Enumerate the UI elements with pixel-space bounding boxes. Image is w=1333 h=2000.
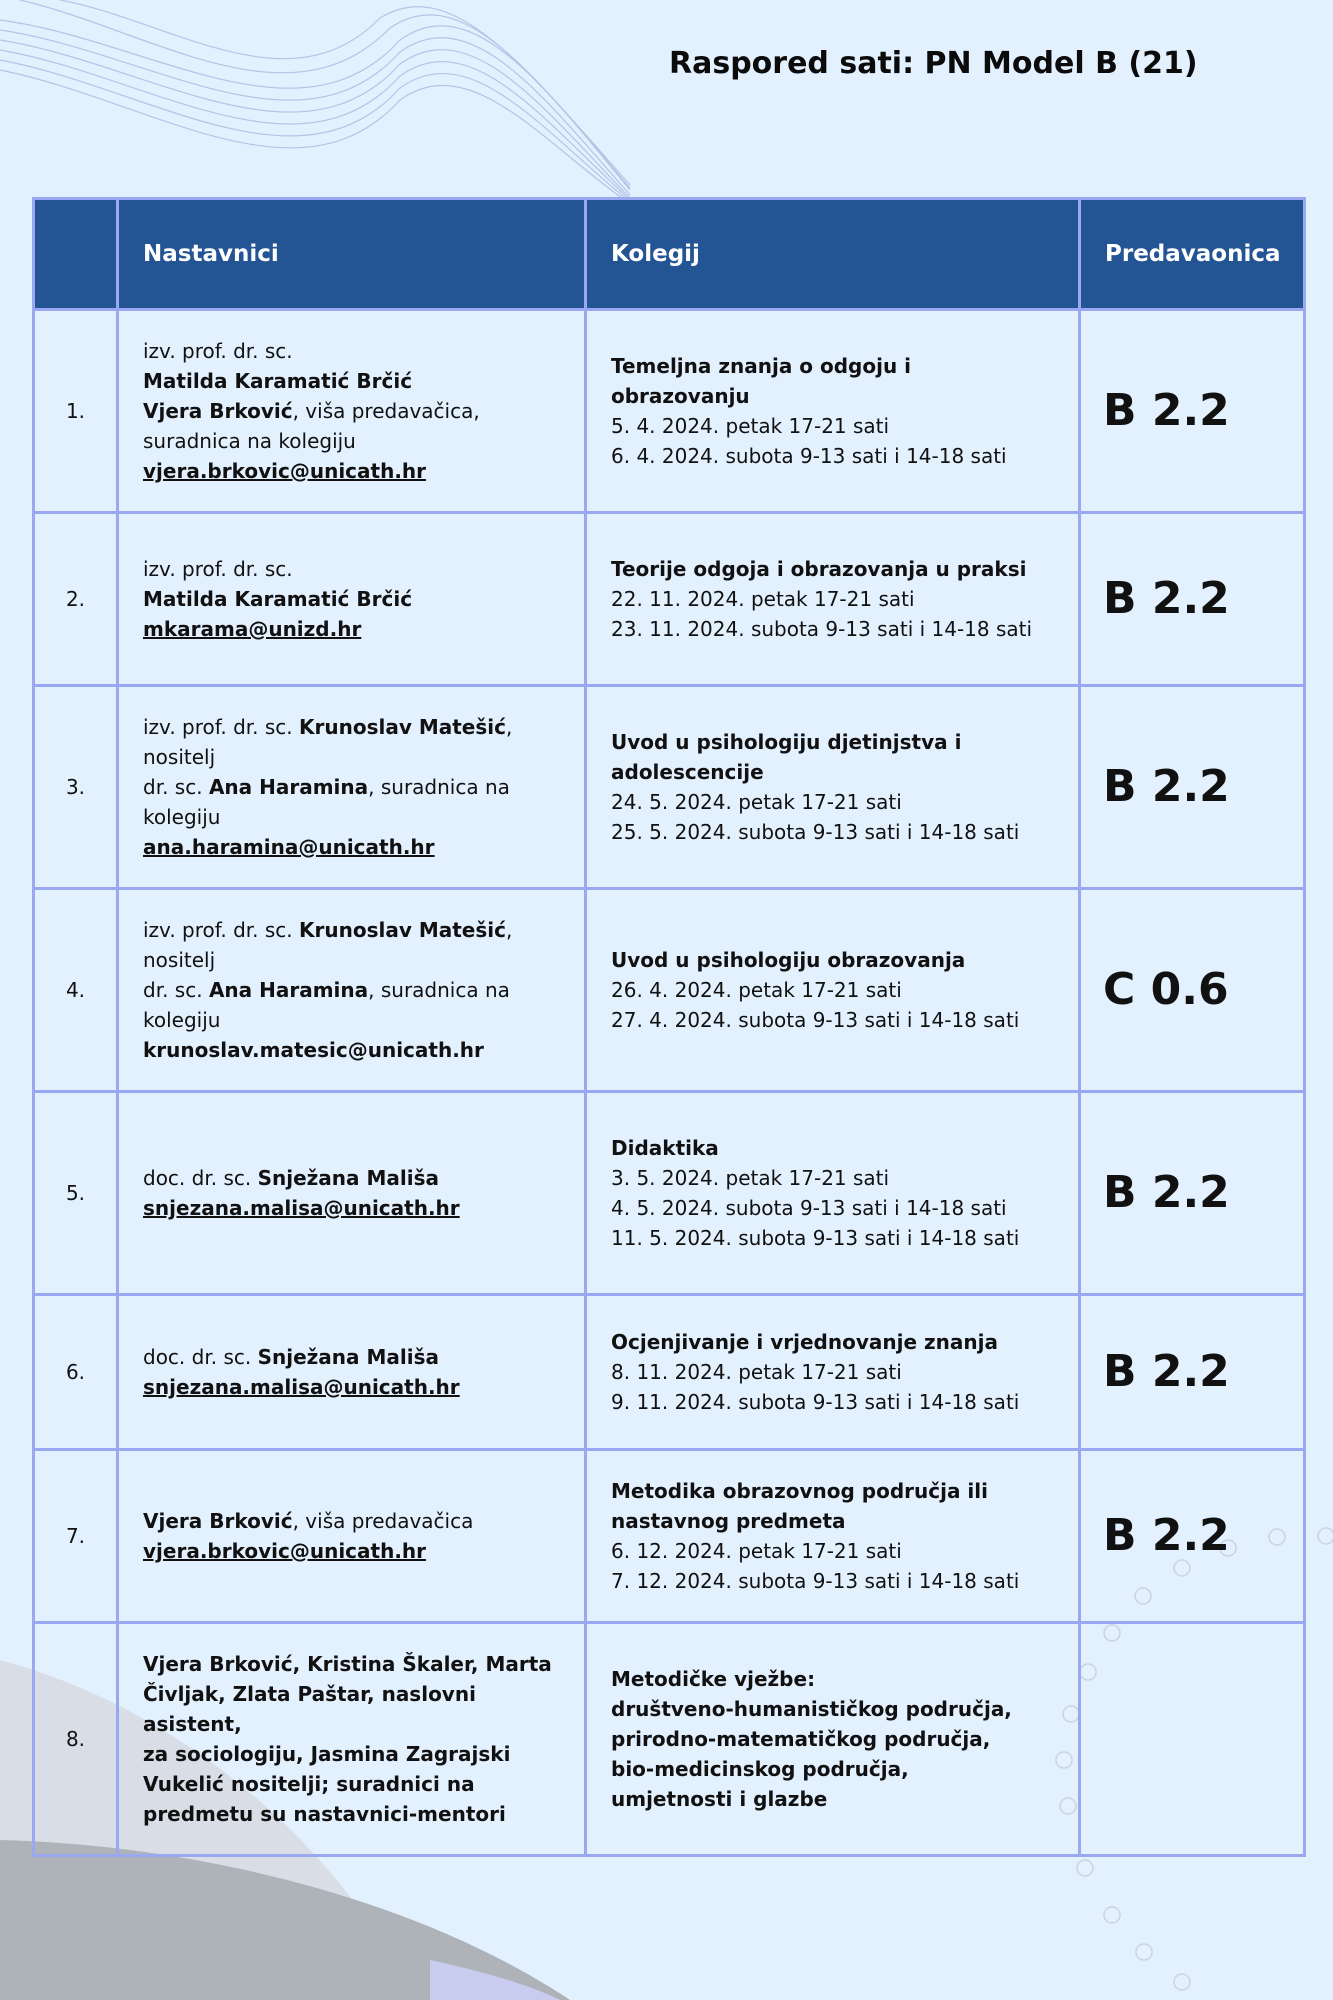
email-link[interactable]: vjera.brkovic@unicath.hr <box>143 1539 427 1563</box>
page-title: Raspored sati: PN Model B (21) <box>669 46 1198 81</box>
table-row <box>34 513 1305 686</box>
table-row <box>34 1623 1305 1856</box>
row-number: 8. <box>34 1623 118 1856</box>
table-row <box>34 1450 1305 1623</box>
email-link[interactable]: mkarama@unizd.hr <box>143 617 362 641</box>
course-cell: Metodika obrazovnog područja ili nastavnog predmeta 6. 12. 2024. petak 17-21 sati 7. 12. 2024. subota 9-13 sati i 14-18 sati <box>586 1450 1080 1623</box>
room-cell: B 2.2 <box>1080 310 1305 513</box>
course-name: Uvod u psihologiju djetinjstva i <box>611 730 962 754</box>
email-link[interactable]: snjezana.malisa@unicath.hr <box>143 1375 460 1399</box>
room-cell: B 2.2 <box>1080 1092 1305 1295</box>
header-number <box>34 199 118 310</box>
course-name: Uvod u psihologiju obrazovanja <box>611 948 966 972</box>
course-cell: Didaktika 3. 5. 2024. petak 17-21 sati 4. 5. 2024. subota 9-13 sati i 14-18 sati 11. 5. 2024. subota 9-13 sati i 14-18 sati <box>586 1092 1080 1295</box>
row-number: 4. <box>34 889 118 1092</box>
course-name: Temeljna znanja o odgoju i obrazovanju <box>611 354 912 408</box>
room-cell: B 2.2 <box>1080 1450 1305 1623</box>
teachers-cell: izv. prof. dr. sc. Matilda Karamatić Brčić mkarama@unizd.hr <box>118 513 586 686</box>
row-number: 7. <box>34 1450 118 1623</box>
table-row <box>34 1295 1305 1450</box>
row-number: 1. <box>34 310 118 513</box>
teachers-cell: izv. prof. dr. sc. Krunoslav Matešić, nositelj dr. sc. Ana Haramina, suradnica na kolegiju krunoslav.matesic@unicath.hr <box>118 889 586 1092</box>
table-header-row <box>34 199 1305 310</box>
row-number: 6. <box>34 1295 118 1450</box>
teachers-cell: doc. dr. sc. Snježana Mališa snjezana.malisa@unicath.hr <box>118 1092 586 1295</box>
table-row <box>34 310 1305 513</box>
room-cell: B 2.2 <box>1080 686 1305 889</box>
course-name: Teorije odgoja i obrazovanja u praksi <box>611 557 1027 581</box>
teachers-cell: doc. dr. sc. Snježana Mališa snjezana.malisa@unicath.hr <box>118 1295 586 1450</box>
table-row <box>34 1092 1305 1295</box>
course-cell: Ocjenjivanje i vrjednovanje znanja 8. 11. 2024. petak 17-21 sati 9. 11. 2024. subota 9-13 sati i 14-18 sati <box>586 1295 1080 1450</box>
room-cell <box>1080 1623 1305 1856</box>
email-link[interactable]: vjera.brkovic@unicath.hr <box>143 459 427 483</box>
course-cell: Uvod u psihologiju djetinjstva i adolescencije 24. 5. 2024. petak 17-21 sati 25. 5. 2024. subota 9-13 sati i 14-18 sati <box>586 686 1080 889</box>
course-name: Didaktika <box>611 1136 719 1160</box>
wave-lines-decoration <box>0 0 630 204</box>
row-number: 5. <box>34 1092 118 1295</box>
email-link[interactable]: snjezana.malisa@unicath.hr <box>143 1196 460 1220</box>
course-cell: Temeljna znanja o odgoju i obrazovanju 5. 4. 2024. petak 17-21 sati 6. 4. 2024. subota 9-13 sati i 14-18 sati <box>586 310 1080 513</box>
course-cell: Teorije odgoja i obrazovanja u praksi 22. 11. 2024. petak 17-21 sati 23. 11. 2024. subota 9-13 sati i 14-18 sati <box>586 513 1080 686</box>
header-course: Kolegij <box>586 199 1080 310</box>
table-row <box>34 889 1305 1092</box>
course-name: Metodičke vježbe: <box>611 1667 816 1691</box>
teachers-cell: izv. prof. dr. sc. Krunoslav Matešić, nositelj dr. sc. Ana Haramina, suradnica na kolegiju ana.haramina@unicath.hr <box>118 686 586 889</box>
room-cell: B 2.2 <box>1080 1295 1305 1450</box>
row-number: 3. <box>34 686 118 889</box>
teachers-cell: Vjera Brković, Kristina Škaler, Marta Čivljak, Zlata Paštar, naslovni asistent, za sociologiju, Jasmina Zagrajski Vukelić nositelji; suradnici na predmetu su nastavnici-mentori <box>118 1623 586 1856</box>
table-row <box>34 686 1305 889</box>
schedule-table <box>32 197 1306 1857</box>
course-cell: Uvod u psihologiju obrazovanja 26. 4. 2024. petak 17-21 sati 27. 4. 2024. subota 9-13 sati i 14-18 sati <box>586 889 1080 1092</box>
course-name: Metodika obrazovnog područja ili <box>611 1479 989 1503</box>
email-link[interactable]: ana.haramina@unicath.hr <box>143 835 435 859</box>
header-room: Predavaonica <box>1080 199 1305 310</box>
row-number: 2. <box>34 513 118 686</box>
teachers-cell: izv. prof. dr. sc. Matilda Karamatić Brčić Vjera Brković, viša predavačica, suradnica na kolegiju vjera.brkovic@unicath.hr <box>118 310 586 513</box>
course-cell: Metodičke vježbe: društveno-humanističkog područja, prirodno-matematičkog područja, bio-medicinskog područja, umjetnosti i glazbe <box>586 1623 1080 1856</box>
email-text[interactable]: krunoslav.matesic@unicath.hr <box>143 1038 484 1062</box>
teachers-cell: Vjera Brković, viša predavačica vjera.brkovic@unicath.hr <box>118 1450 586 1623</box>
header-teachers: Nastavnici <box>118 199 586 310</box>
room-cell: C 0.6 <box>1080 889 1305 1092</box>
course-name: Ocjenjivanje i vrjednovanje znanja <box>611 1330 998 1354</box>
room-cell: B 2.2 <box>1080 513 1305 686</box>
